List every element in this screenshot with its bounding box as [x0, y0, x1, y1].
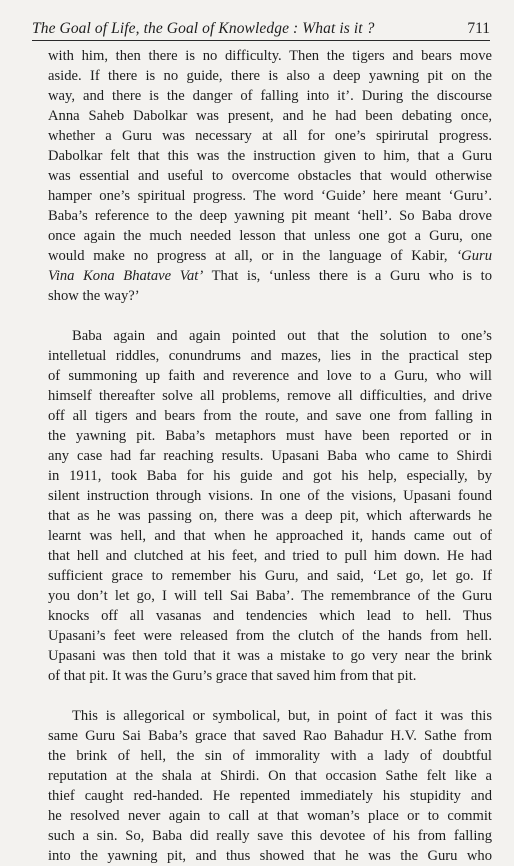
- paragraph-1: [48, 46, 492, 306]
- text-line: the yawning pit. Baba’s metaphors must have been reported or in: [48, 428, 492, 444]
- page-number: 711: [467, 20, 490, 37]
- text-line: Baba again and again pointed out that the solution to one’s: [72, 328, 492, 344]
- text-line: he resolved never again to call at that woman’s place or to commit: [48, 808, 492, 824]
- text-line: Baba’s reference to the deep yawning pit meant ‘hell’. So Baba drove: [48, 208, 492, 224]
- text-line: any case had far reaching results. Upasani Baba who came to Shirdi: [48, 448, 492, 464]
- paragraph-3: [48, 706, 492, 866]
- text-line: was essential and useful to overcome obstacles that would otherwise: [48, 168, 492, 184]
- text-line: show the way?’: [48, 288, 140, 304]
- text-line: aside. If there is no guide, there is also a deep yawning pit on the: [48, 68, 492, 84]
- text-line: himself thereafter solve all problems, remove all difficulties, and drive: [48, 388, 492, 404]
- text-line: whether a Guru was necessary at all for one’s spirirutal progress.: [48, 128, 492, 144]
- text-line: of summoning up faith and reverence and love to a Guru, who will: [48, 368, 492, 384]
- body-text: [48, 46, 492, 866]
- text-line: you don’t let go, I will tell Sai Baba’. The remembrance of the Guru: [48, 588, 492, 604]
- text-line-segment: That is, ‘unless there is a Guru who is to: [203, 268, 493, 284]
- running-head-title: The Goal of Life, the Goal of Knowledge : What is it ?: [32, 20, 375, 37]
- text-line: in 1911, took Baba for his guide and got his help, especially, by: [48, 468, 492, 484]
- text-line: silent instruction through visions. In one of the visions, Upasani found: [48, 488, 492, 504]
- text-line: hamper one’s spiritual progress. The word ‘Guide’ here meant ‘Guru’.: [48, 188, 492, 204]
- text-line: reputation at the shala at Shirdi. On that occasion Sathe felt like a: [48, 768, 492, 784]
- text-line: with him, then there is no difficulty. Then the tigers and bears move: [48, 48, 492, 64]
- paragraph-2: [48, 326, 492, 686]
- text-line: learnt was hell, and that when he approached it, hands came out of: [48, 528, 492, 544]
- text-line-with-italic: [48, 266, 492, 286]
- text-line: Upasani was then told that it was a mistake to go very near the brink: [48, 648, 492, 664]
- italic-phrase: ‘Guru: [456, 248, 492, 264]
- text-line: This is allegorical or symbolical, but, in point of fact it was this: [72, 708, 492, 724]
- italic-phrase: Vina Kona Bhatave Vat’: [48, 268, 204, 284]
- text-line: that as he was passing on, there was a deep pit, which afterwards he: [48, 508, 492, 524]
- text-line: knocks off all vasanas and tendencies which lead to hell. Thus: [48, 608, 492, 624]
- text-line: Anna Saheb Dabolkar was present, and he had been debating once,: [48, 108, 492, 124]
- text-line: into the yawning pit, and thus showed that he was the Guru who: [48, 848, 492, 864]
- text-line: intelletual riddles, conundrums and mazes, lies in the practical step: [48, 348, 492, 364]
- text-line: that hell and clutched at his feet, and tried to pull him down. He had: [48, 548, 492, 564]
- text-line-segment: would make no progress at all, or in the language of Kabir,: [48, 248, 448, 264]
- text-line: same Guru Sai Baba’s grace that saved Rao Bahadur H.V. Sathe from: [48, 728, 492, 744]
- text-line: such a sin. So, Baba did really save this devotee of his from falling: [48, 828, 492, 844]
- text-line: sufficient grace to remember his Guru, and said, ‘Let go, let go. If: [48, 568, 492, 584]
- text-line: off all tigers and bears from the route, and save one from falling in: [48, 408, 492, 424]
- text-line: Dabolkar felt that this was the instruction given to him, that a Guru: [48, 148, 492, 164]
- text-line: Upasani’s feet were released from the clutch of the hands from hell.: [48, 628, 492, 644]
- running-head: [32, 18, 490, 41]
- text-line: once again the much needed lesson that unless one got a Guru, one: [48, 228, 492, 244]
- text-line-with-italic: [48, 246, 492, 266]
- text-line: the brink of hell, the sin of immorality with a lady of doubtful: [48, 748, 492, 764]
- text-line: way, and there is the danger of falling into it’. During the discourse: [48, 88, 492, 104]
- text-line: thief caught red-handed. He repented immediately his stupidity and: [48, 788, 492, 804]
- text-line: of that pit. It was the Guru’s grace that saved him from that pit.: [48, 668, 417, 684]
